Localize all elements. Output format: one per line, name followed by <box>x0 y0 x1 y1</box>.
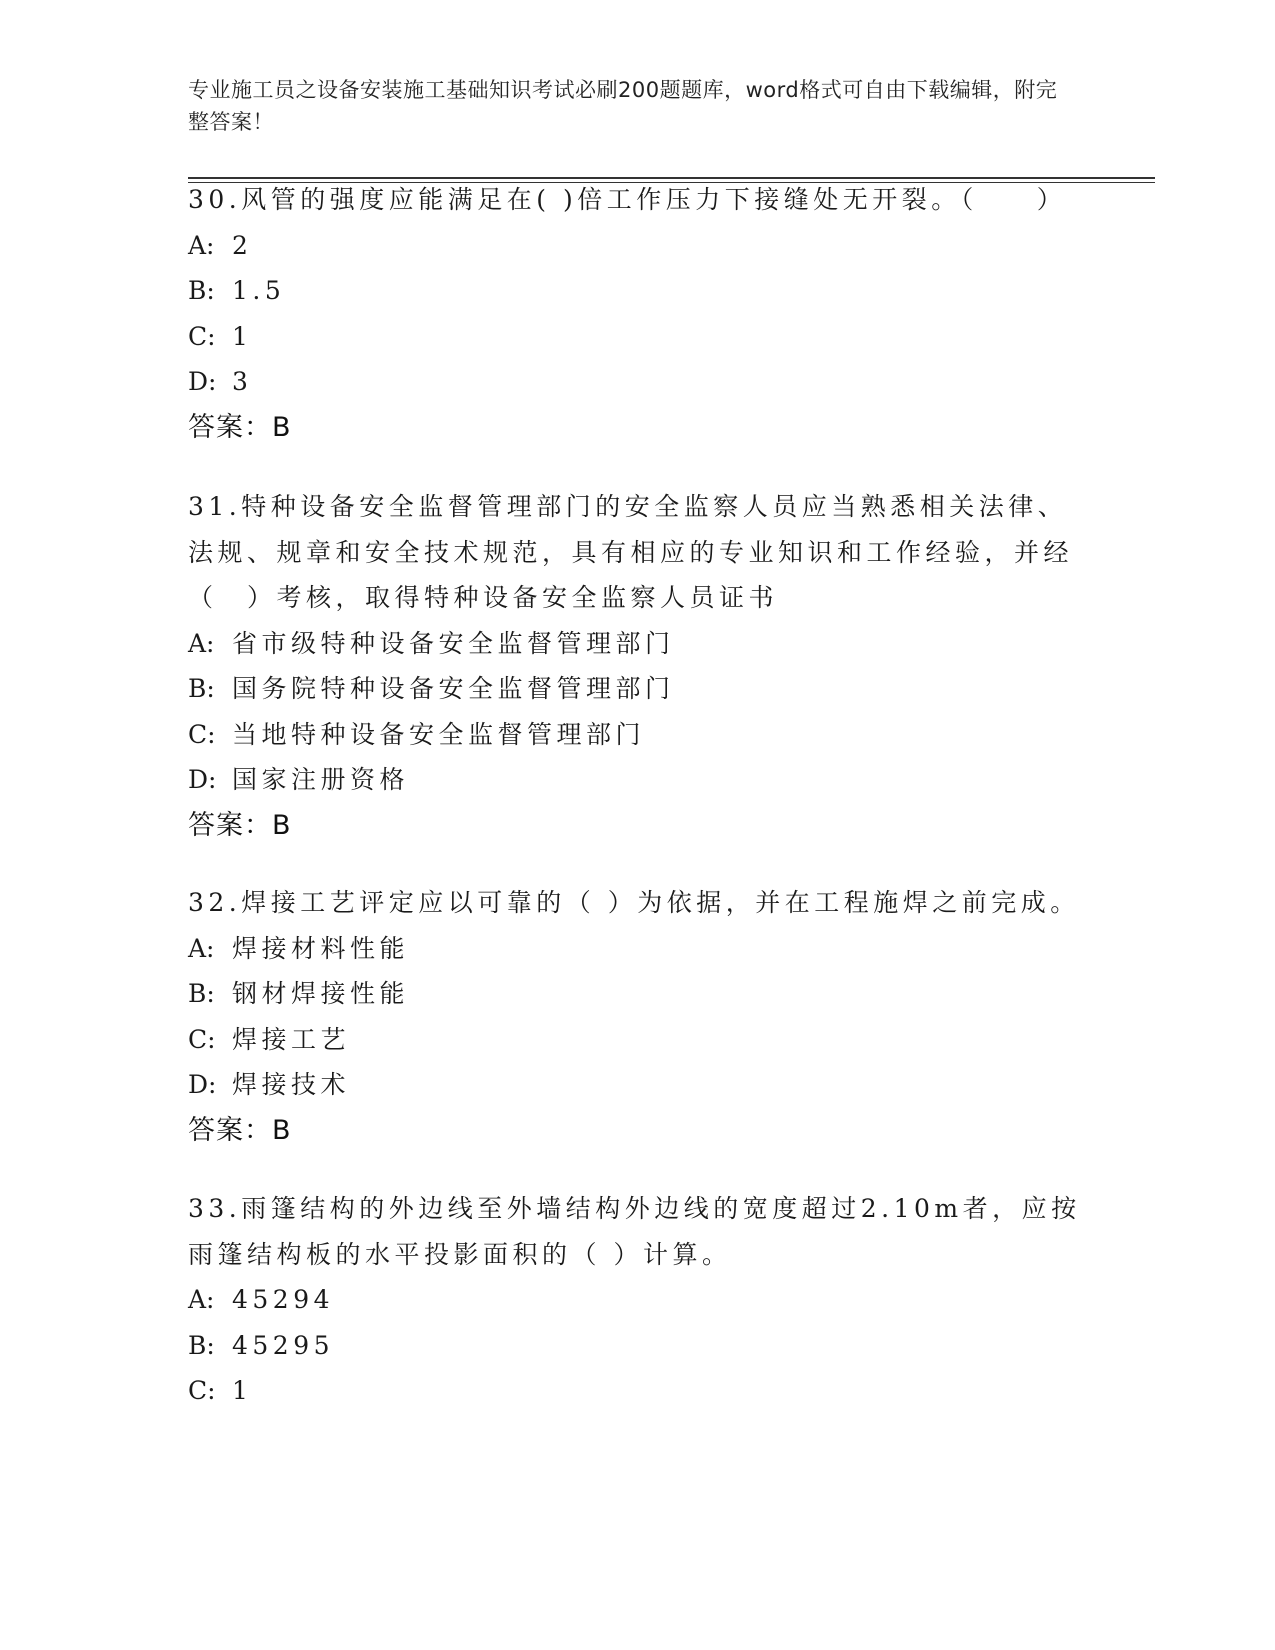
question-text: 32.焊接工艺评定应以可靠的（ ）为依据，并在工程施焊之前完成。 <box>188 888 1080 917</box>
option-d <box>188 757 1088 803</box>
option-key: D: <box>188 1070 217 1099</box>
question-text: 31.特种设备安全监督管理部门的安全监察人员应当熟悉相关法律、法规、规章和安全技术规范，具有相应的专业知识和工作经验，并经（ ）考核，取得特种设备安全监察人员证书 <box>188 492 1074 612</box>
option-value: 焊接工艺 <box>232 1024 351 1054</box>
option-d <box>188 359 1088 405</box>
answer-label: 答案：B <box>188 1114 292 1146</box>
option-c <box>188 712 1088 758</box>
option-key: A: <box>188 933 215 963</box>
question-33 <box>188 1186 1088 1414</box>
option-b <box>188 971 1088 1017</box>
document-header: 专业施工员之设备安装施工基础知识考试必刷200题题库，word格式可自由下载编辑，附完整答案！ <box>188 78 1058 134</box>
option-value: 1 <box>232 1376 253 1405</box>
option-list <box>188 926 1088 1108</box>
option-key: B: <box>188 674 215 703</box>
option-b <box>188 1323 1088 1369</box>
option-b <box>188 268 1088 314</box>
answer-label: 答案：B <box>188 809 292 841</box>
option-a <box>188 223 1088 269</box>
option-key: A: <box>188 1285 215 1314</box>
option-key: C: <box>188 1376 216 1405</box>
option-value: 1.5 <box>232 276 286 305</box>
option-c <box>188 314 1088 360</box>
option-a <box>188 926 1088 972</box>
option-value: 45295 <box>232 1330 335 1360</box>
option-value: 焊接材料性能 <box>232 933 410 963</box>
option-key: C: <box>188 1024 216 1054</box>
option-list <box>188 1277 1088 1414</box>
option-key: A: <box>188 628 215 658</box>
option-value: 钢材焊接性能 <box>232 979 410 1008</box>
option-key: A: <box>188 230 215 260</box>
question-text: 30.风管的强度应能满足在( )倍工作压力下接缝处无开裂。（ ） <box>188 185 1067 214</box>
option-value: 国务院特种设备安全监督管理部门 <box>232 674 675 703</box>
option-value: 焊接技术 <box>232 1070 351 1099</box>
option-list <box>188 223 1088 405</box>
option-key: B: <box>188 979 215 1008</box>
option-key: D: <box>188 367 217 396</box>
option-key: D: <box>188 765 217 794</box>
question-31 <box>188 484 1088 848</box>
option-value: 当地特种设备安全监督管理部门 <box>232 719 646 749</box>
option-value: 国家注册资格 <box>232 765 410 794</box>
option-value: 3 <box>232 367 253 396</box>
question-32 <box>188 880 1088 1153</box>
option-d <box>188 1062 1088 1108</box>
option-key: C: <box>188 321 216 351</box>
option-key: B: <box>188 1330 215 1360</box>
question-30 <box>188 177 1088 450</box>
option-c <box>188 1017 1088 1063</box>
option-a <box>188 1277 1088 1323</box>
option-value: 2 <box>232 230 253 260</box>
option-value: 1 <box>232 321 253 351</box>
option-value: 省市级特种设备安全监督管理部门 <box>232 628 675 658</box>
option-a <box>188 621 1088 667</box>
option-key: B: <box>188 276 215 305</box>
option-key: C: <box>188 719 216 749</box>
option-list <box>188 621 1088 803</box>
option-value: 45294 <box>232 1285 335 1314</box>
option-c <box>188 1368 1088 1414</box>
question-text: 33.雨篷结构的外边线至外墙结构外边线的宽度超过2.10m者，应按雨篷结构板的水平投影面积的（ ）计算。 <box>188 1194 1081 1269</box>
answer-label: 答案：B <box>188 411 292 443</box>
option-b <box>188 666 1088 712</box>
